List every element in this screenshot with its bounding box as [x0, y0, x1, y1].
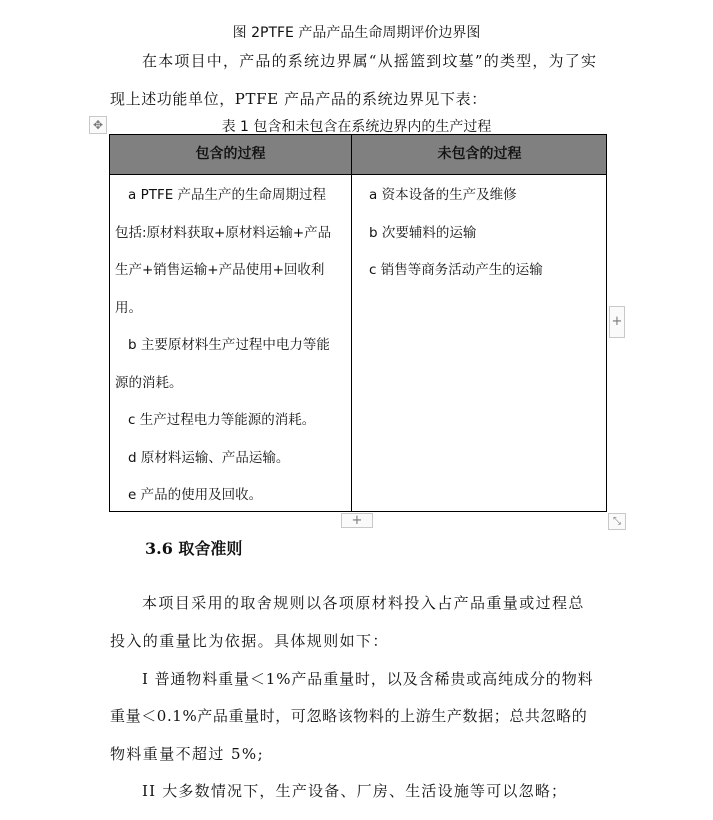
- included-line: e 产品的使用及回收。: [128, 487, 263, 503]
- intro-paragraph-line-1: 在本项目中，产品的系统边界属“从摇篮到坟墓”的类型，为了实: [142, 52, 598, 70]
- excluded-line: c 销售等商务活动产生的运输: [369, 262, 543, 278]
- section-heading: 3.6 取舍准则: [145, 539, 243, 558]
- add-column-button[interactable]: [609, 306, 625, 338]
- table-caption: 表 1 包含和未包含在系统边界内的生产过程: [221, 119, 492, 135]
- paragraph-line: 物料重量不超过 5%;: [110, 745, 265, 763]
- plus-icon: +: [611, 314, 623, 329]
- excluded-line: b 次要辅料的运输: [369, 225, 477, 241]
- header-excluded-processes: 未包含的过程: [437, 146, 522, 162]
- header-included-processes: 包含的过程: [195, 146, 266, 162]
- included-line: 用。: [115, 300, 142, 316]
- included-line: 包括:原材料获取+原材料运输+产品: [115, 225, 332, 241]
- plus-icon: +: [351, 513, 363, 528]
- included-line: d 原材料运输、产品运输。: [128, 450, 290, 466]
- figure-caption: 图 2PTFE 产品产品生命周期评价边界图: [232, 25, 481, 41]
- included-line: b 主要原材料生产过程中电力等能: [128, 337, 330, 353]
- paragraph-line: 本项目采用的取舍规则以各项原材料投入占产品重量或过程总: [142, 594, 585, 612]
- table-resize-handle-icon[interactable]: ⤡: [608, 513, 626, 530]
- add-row-button[interactable]: [341, 513, 373, 528]
- paragraph-line: II 大多数情况下，生产设备、厂房、生活设施等可以忽略；: [142, 782, 568, 800]
- included-line: 生产+销售运输+产品使用+回收利: [115, 262, 325, 278]
- included-line: c 生产过程电力等能源的消耗。: [128, 412, 316, 428]
- paragraph-line: 投入的重量比为依据。具体规则如下：: [110, 632, 389, 650]
- process-boundary-table: [109, 134, 607, 512]
- intro-paragraph-line-2: 现上述功能单位，PTFE 产品产品的系统边界见下表：: [110, 90, 487, 108]
- paragraph-line: 重量＜0.1%产品重量时，可忽略该物料的上游生产数据；总共忽略的: [110, 707, 588, 725]
- excluded-line: a 资本设备的生产及维修: [369, 187, 517, 203]
- included-line: a PTFE 产品生产的生命周期过程: [128, 187, 327, 203]
- table-move-handle-icon[interactable]: ✥: [89, 116, 107, 134]
- included-line: 源的消耗。: [115, 375, 183, 391]
- column-divider: [351, 135, 352, 511]
- paragraph-line: I 普通物料重量＜1%产品重量时，以及含稀贵或高纯成分的物料: [142, 670, 594, 688]
